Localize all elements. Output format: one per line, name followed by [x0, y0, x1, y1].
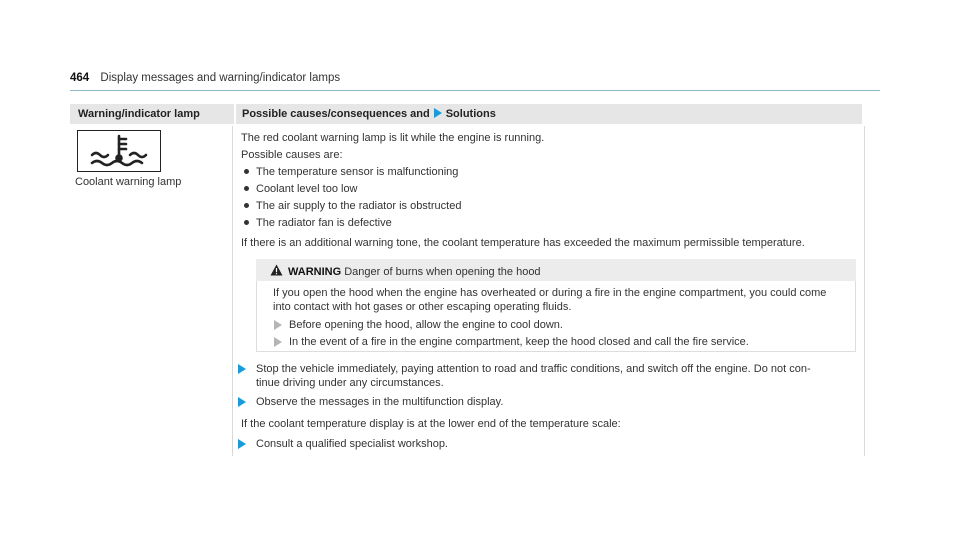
cause-item: The radiator fan is defective	[256, 217, 392, 229]
cause-item: The air supply to the radiator is obstructed	[256, 200, 462, 212]
page-header	[70, 72, 340, 84]
warning-triangle-icon	[270, 264, 283, 276]
cause-item: Coolant level too low	[256, 183, 358, 195]
warning-heading	[288, 265, 541, 279]
warning-step: Before opening the hood, allow the engine to cool down.	[289, 319, 563, 331]
column-header-lamp: Warning/indicator lamp	[70, 104, 234, 124]
intro-text: The red coolant warning lamp is lit while the engine is running.	[241, 132, 545, 144]
warning-body-line: If you open the hood when the engine has overheated or during a fire in the engine compartment, you could come	[273, 287, 827, 299]
step-arrow-icon	[274, 320, 282, 330]
page-title: Display messages and warning/indicator lamps	[100, 72, 341, 84]
lower-end-text: If the coolant temperature display is at the lower end of the temperature scale:	[241, 418, 621, 430]
solution-step: Observe the messages in the multifunction display.	[256, 396, 504, 408]
solution-step-cont: tinue driving under any circumstances.	[256, 377, 444, 389]
coolant-temperature-icon	[77, 130, 161, 172]
causes-intro: Possible causes are:	[241, 149, 343, 161]
warning-tone-text: If there is an additional warning tone, the coolant temperature has exceeded the maximum permissible temperature.	[241, 237, 805, 249]
page-number: 464	[70, 72, 90, 84]
column-header-solutions-label: Solutions	[445, 108, 496, 120]
column-header-causes	[236, 104, 862, 124]
warning-label: WARNING	[288, 266, 342, 278]
solution-arrow-icon	[238, 397, 246, 407]
table-right-border	[864, 126, 865, 456]
cause-item: The temperature sensor is malfunctioning	[256, 166, 459, 178]
column-divider	[232, 126, 233, 456]
solution-arrow-icon	[238, 439, 246, 449]
warning-body-line: into contact with hot gases or other escaping operating fluids.	[273, 301, 572, 313]
header-divider	[70, 90, 880, 91]
solution-step: Consult a qualified specialist workshop.	[256, 438, 448, 450]
step-arrow-icon	[274, 337, 282, 347]
warning-title: Danger of burns when opening the hood	[344, 266, 541, 278]
solution-arrow-icon	[434, 108, 442, 118]
solution-step: Stop the vehicle immediately, paying attention to road and traffic conditions, and switch off the engine. Do not con-	[256, 363, 811, 375]
column-header-causes-label: Possible causes/consequences and	[242, 108, 430, 120]
solution-arrow-icon	[238, 364, 246, 374]
warning-step: In the event of a fire in the engine compartment, keep the hood closed and call the fire service.	[289, 336, 749, 348]
lamp-label: Coolant warning lamp	[75, 176, 182, 188]
